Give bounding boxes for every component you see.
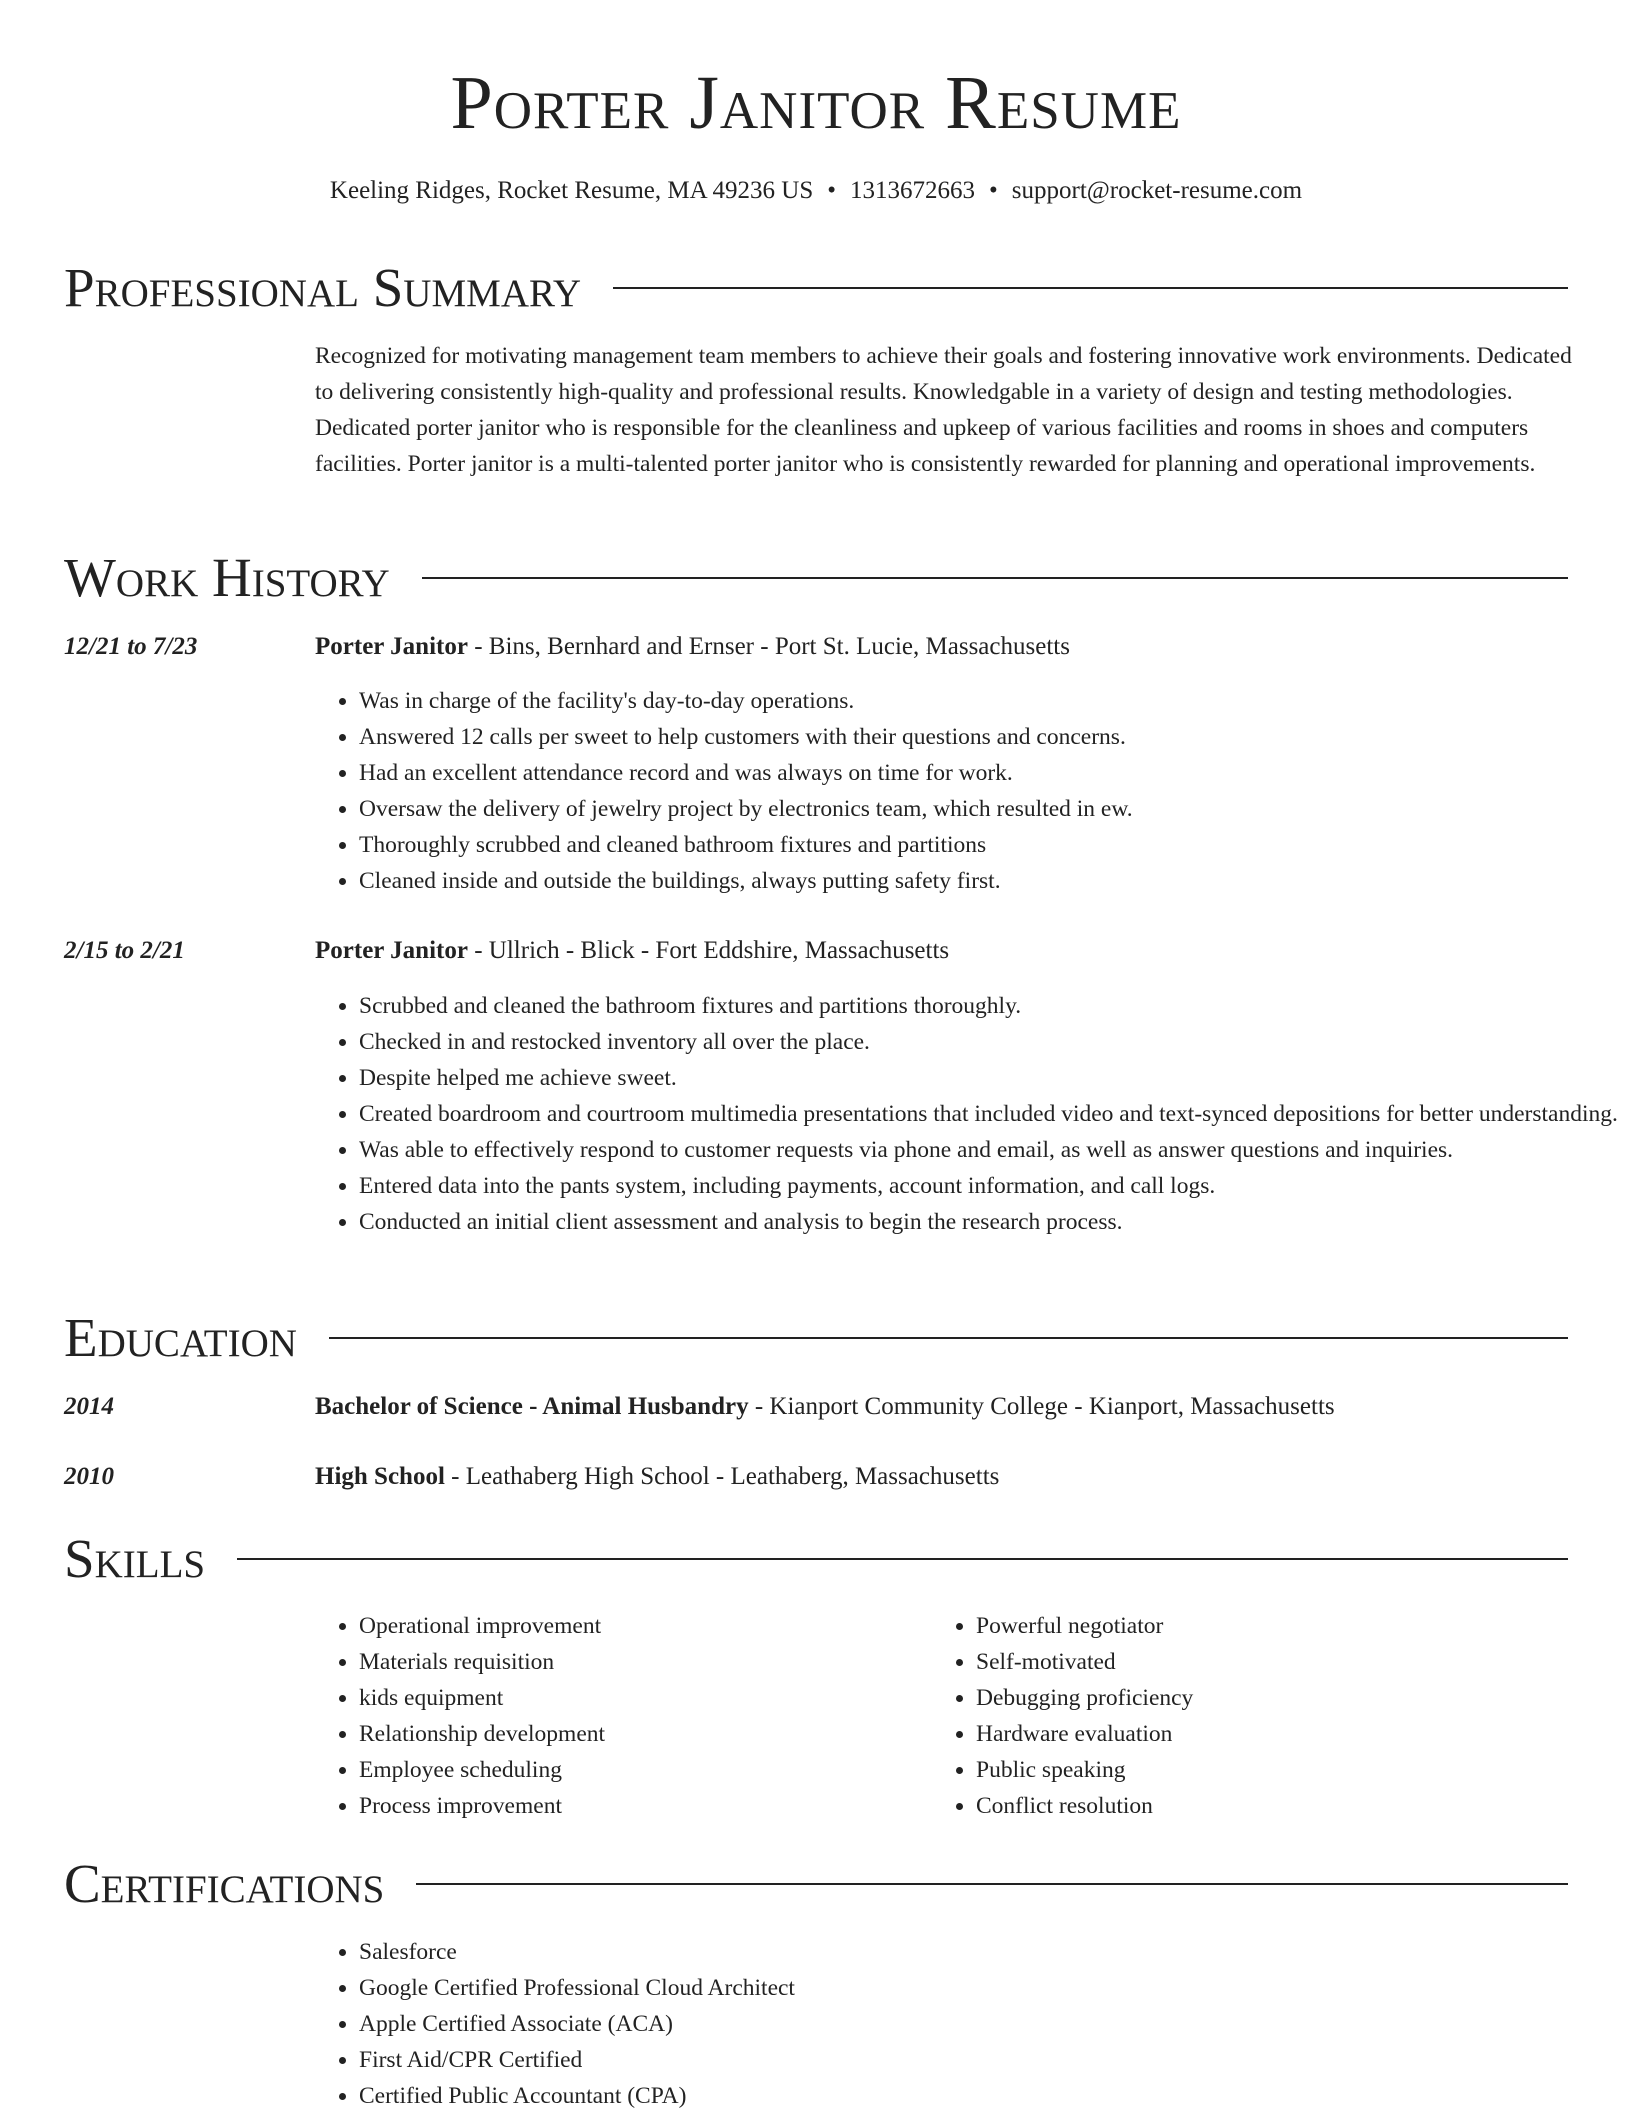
summary-text: Recognized for motivating management team members to achieve their goals and fostering innovative work environments. Dedicated to delivering consistently high-quality and professional results. Knowledgable in a variety of design and testing methodologies. Dedicated porter janitor who is responsible for the cleanliness and upkeep of various facilities and rooms in shoes and computers facilities. Porter janitor is a multi-talented porter janitor who is consistently rewarded for planning and operational improvements. bbox=[315, 343, 1572, 477]
contact-separator: • bbox=[827, 177, 836, 204]
list-item: • Answered 12 calls per sweet to help customers with their questions and concerns. bbox=[359, 719, 1619, 755]
list-item: • Employee scheduling bbox=[359, 1752, 919, 1788]
list-item: • Google Certified Professional Cloud Architect bbox=[359, 1970, 1359, 2006]
summary-section-header bbox=[64, 256, 1568, 320]
skills-list-left bbox=[315, 1608, 919, 1824]
section-divider bbox=[422, 577, 1568, 579]
list-item: • Created boardroom and courtroom multimedia presentations that included video and text-synced depositions for better understanding. bbox=[359, 1096, 1619, 1132]
section-divider bbox=[329, 1337, 1568, 1339]
section-divider bbox=[237, 1558, 1568, 1560]
list-item: • Was able to effectively respond to customer requests via phone and email, as well as answer questions and inquiries. bbox=[359, 1132, 1619, 1168]
skills-heading: Skills bbox=[64, 1528, 206, 1589]
education-entry bbox=[315, 1461, 999, 1493]
list-item: • Despite helped me achieve sweet. bbox=[359, 1060, 1619, 1096]
list-item: • Had an excellent attendance record and was always on time for work. bbox=[359, 755, 1619, 791]
list-item: • Certified Public Accountant (CPA) bbox=[359, 2078, 1359, 2114]
list-item: • First Aid/CPR Certified bbox=[359, 2042, 1359, 2078]
list-item: • Powerful negotiator bbox=[976, 1608, 1576, 1644]
list-item: • Relationship development bbox=[359, 1716, 919, 1752]
education-degree: Bachelor of Science - Animal Husbandry bbox=[315, 1393, 749, 1420]
list-item: • Scrubbed and cleaned the bathroom fixtures and partitions thoroughly. bbox=[359, 988, 1619, 1024]
job-title-line bbox=[315, 935, 949, 967]
work-section-header bbox=[64, 546, 1568, 610]
education-year: 2010 bbox=[64, 1463, 114, 1490]
contact-phone: 1313672663 bbox=[850, 177, 975, 204]
list-item: • Public speaking bbox=[976, 1752, 1576, 1788]
list-item: • Materials requisition bbox=[359, 1644, 919, 1680]
education-school: - Kianport Community College - Kianport, Massachusetts bbox=[748, 1393, 1335, 1420]
job-employer: - Bins, Bernhard and Ernser - Port St. Lucie, Massachusetts bbox=[467, 633, 1070, 660]
list-item: • Debugging proficiency bbox=[976, 1680, 1576, 1716]
list-item: • kids equipment bbox=[359, 1680, 919, 1716]
job-role: Porter Janitor bbox=[315, 633, 468, 660]
list-item: • Conducted an initial client assessment and analysis to begin the research process. bbox=[359, 1204, 1619, 1240]
skills-list-right bbox=[932, 1608, 1576, 1824]
list-item: • Entered data into the pants system, including payments, account information, and call logs. bbox=[359, 1168, 1619, 1204]
list-item: • Checked in and restocked inventory all over the place. bbox=[359, 1024, 1619, 1060]
section-divider bbox=[613, 287, 1568, 289]
section-divider bbox=[416, 1883, 1568, 1885]
education-entry bbox=[315, 1391, 1335, 1423]
job-bullets bbox=[315, 683, 1619, 899]
work-heading: Work History bbox=[64, 547, 390, 608]
contact-address: Keeling Ridges, Rocket Resume, MA 49236 US bbox=[329, 177, 814, 204]
certifications-heading: Certifications bbox=[64, 1853, 385, 1914]
list-item: • Was in charge of the facility's day-to-day operations. bbox=[359, 683, 1619, 719]
job-title-line bbox=[315, 631, 1070, 663]
job-employer: - Ullrich - Blick - Fort Eddshire, Massachusetts bbox=[467, 937, 950, 964]
list-item: • Thoroughly scrubbed and cleaned bathroom fixtures and partitions bbox=[359, 827, 1619, 863]
list-item: • Hardware evaluation bbox=[976, 1716, 1576, 1752]
list-item: • Self-motivated bbox=[976, 1644, 1576, 1680]
job-bullets bbox=[315, 988, 1619, 1240]
job-dates: 2/15 to 2/21 bbox=[64, 937, 185, 964]
job-role: Porter Janitor bbox=[315, 937, 468, 964]
list-item: • Operational improvement bbox=[359, 1608, 919, 1644]
list-item: • Apple Certified Associate (ACA) bbox=[359, 2006, 1359, 2042]
certifications-list bbox=[315, 1934, 1359, 2114]
contact-separator: • bbox=[989, 177, 998, 204]
education-heading: Education bbox=[64, 1307, 297, 1368]
resume-title: Porter Janitor Resume bbox=[450, 61, 1182, 145]
contact-email[interactable]: support@rocket-resume.com bbox=[1011, 177, 1303, 204]
education-school: - Leathaberg High School - Leathaberg, Massachusetts bbox=[444, 1463, 1000, 1490]
list-item: • Process improvement bbox=[359, 1788, 919, 1824]
education-section-header bbox=[64, 1306, 1568, 1370]
list-item: • Cleaned inside and outside the buildings, always putting safety first. bbox=[359, 863, 1619, 899]
summary-heading: Professional Summary bbox=[64, 257, 582, 318]
list-item: • Salesforce bbox=[359, 1934, 1359, 1970]
education-year: 2014 bbox=[64, 1393, 114, 1420]
contact-line bbox=[0, 175, 1632, 207]
certifications-section-header bbox=[64, 1852, 1568, 1916]
education-degree: High School bbox=[315, 1463, 445, 1490]
list-item: • Oversaw the delivery of jewelry project by electronics team, which resulted in ew. bbox=[359, 791, 1619, 827]
skills-section-header bbox=[64, 1527, 1568, 1591]
list-item: • Conflict resolution bbox=[976, 1788, 1576, 1824]
job-dates: 12/21 to 7/23 bbox=[64, 633, 198, 660]
